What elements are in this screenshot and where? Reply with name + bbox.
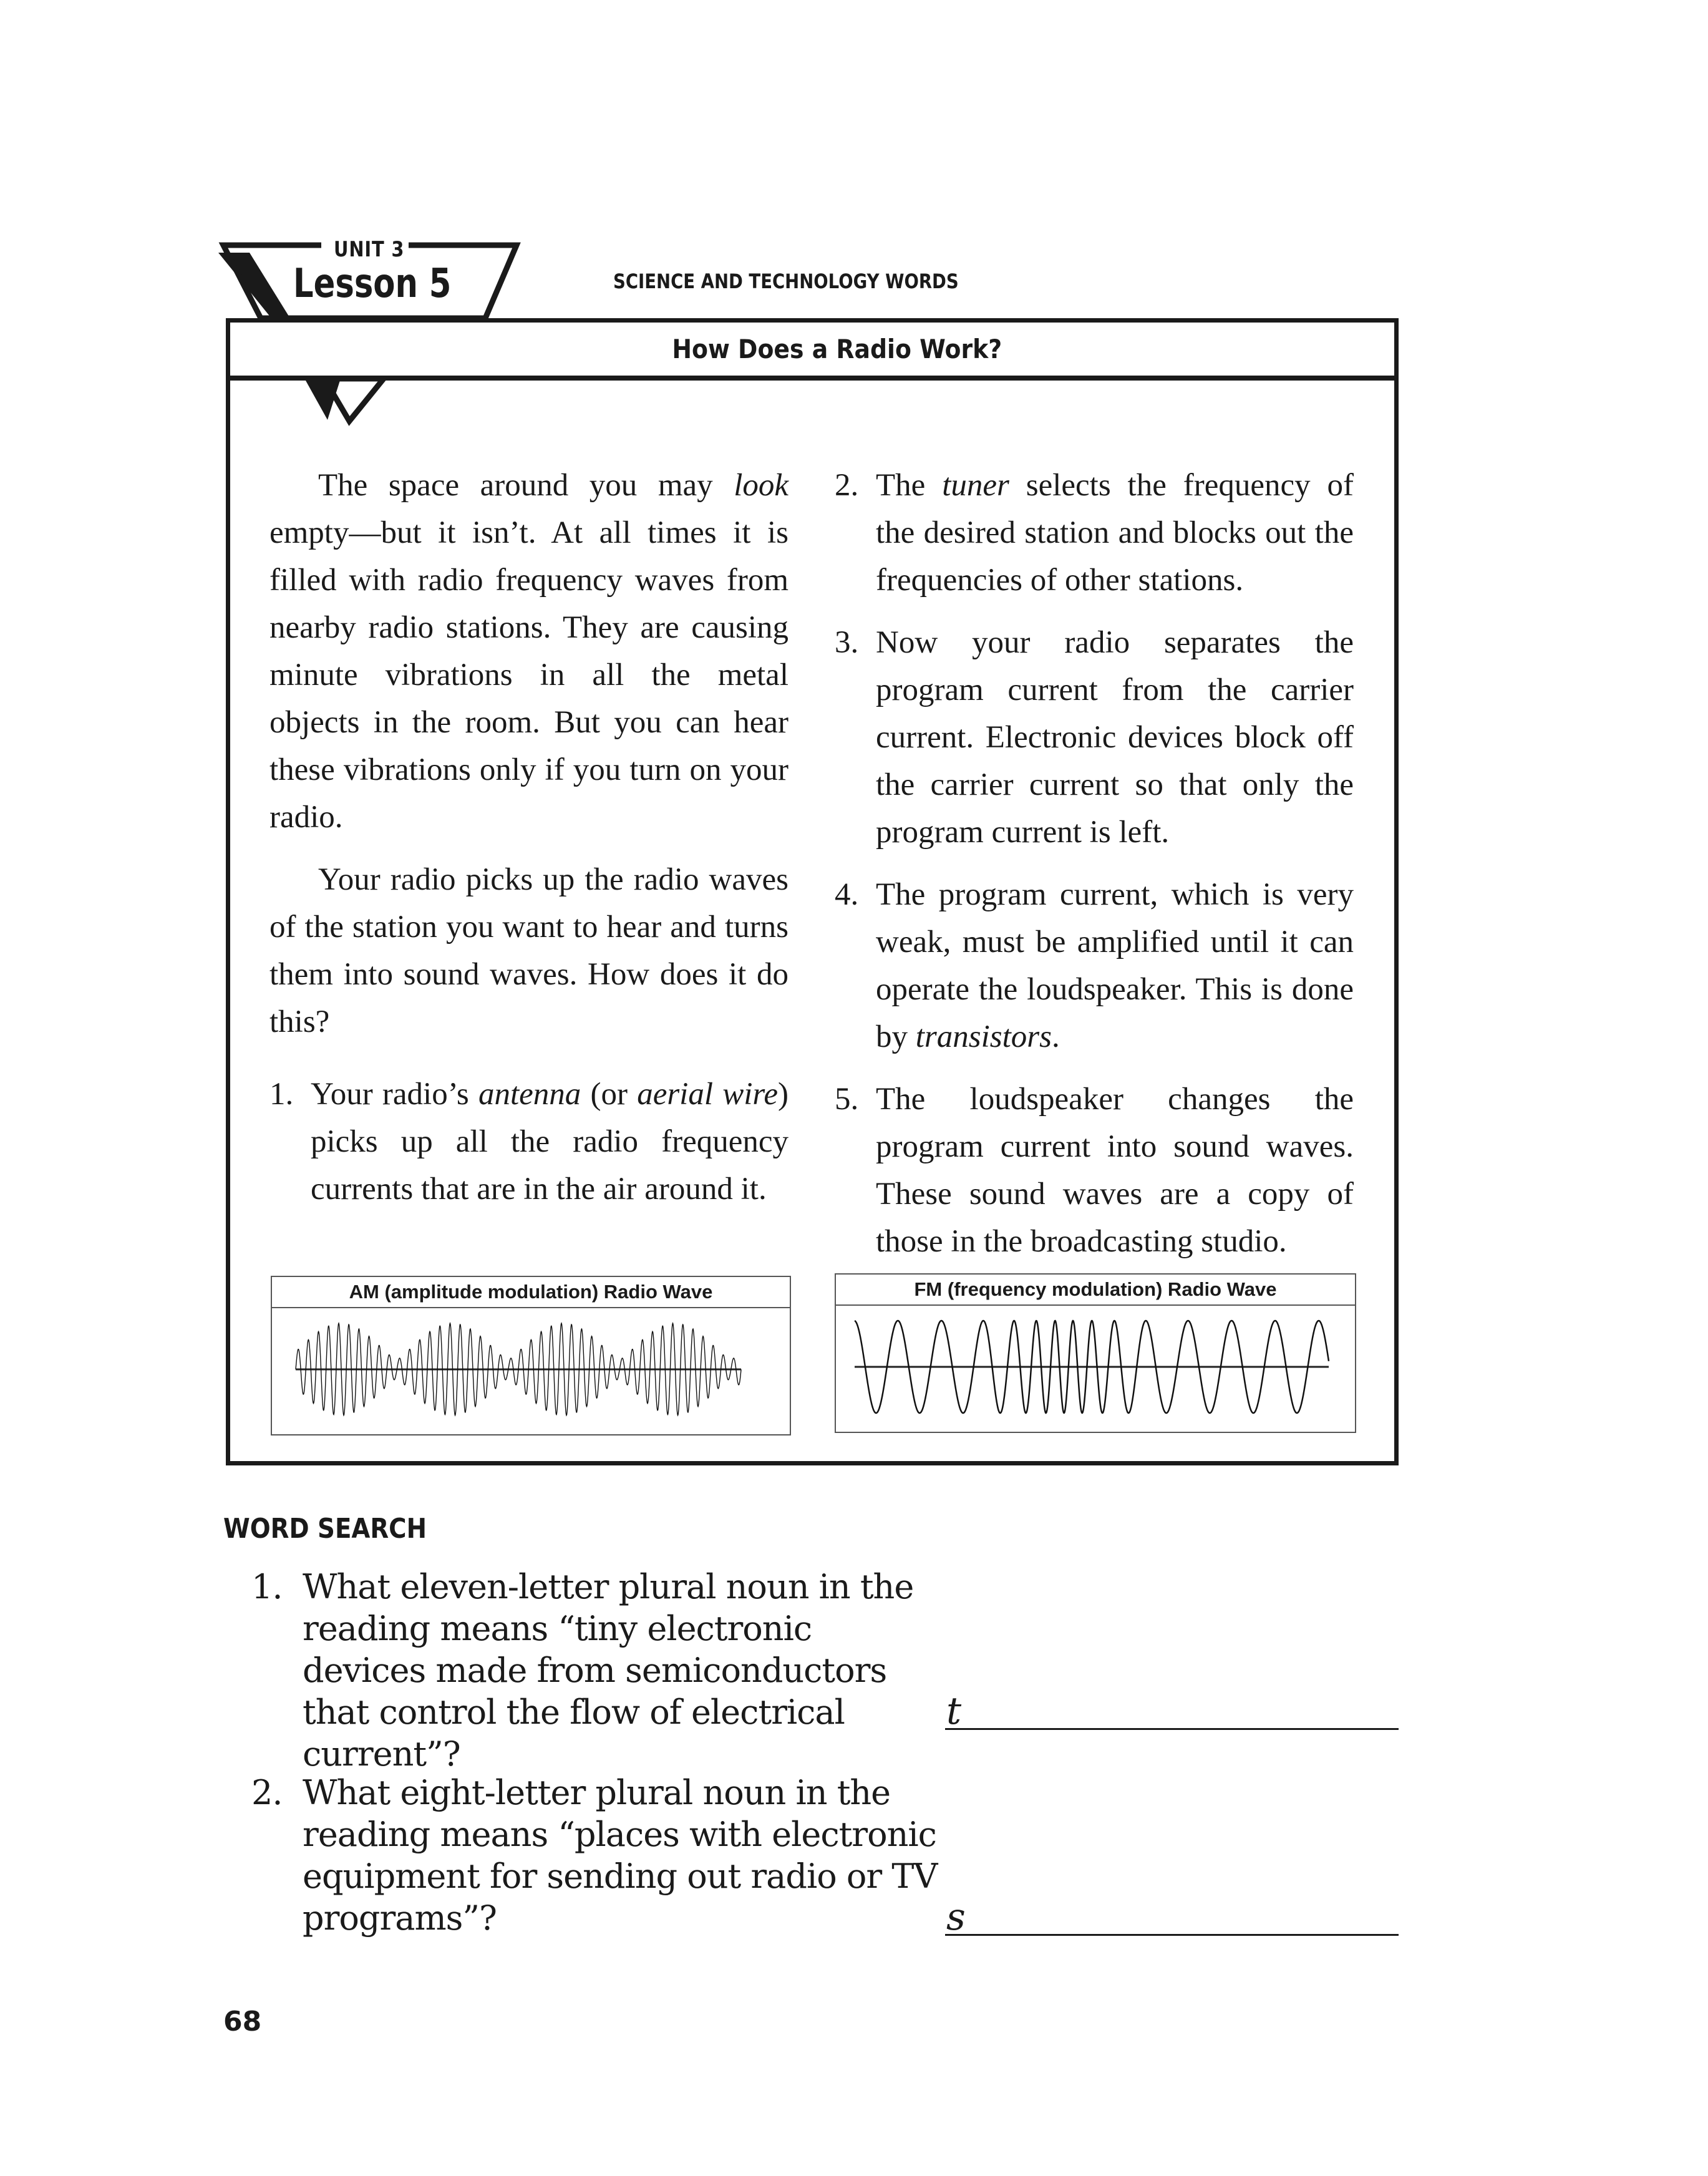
- answer-hint-letter: s: [946, 1895, 966, 1939]
- paragraph: [269, 856, 788, 1046]
- emphasized-term: transistors: [915, 1019, 1052, 1054]
- text-segment: The program current, which is very weak, must be amplified until it can operate the loudspeaker. This is done by: [876, 877, 1354, 1054]
- question-1: [251, 1566, 938, 1775]
- numbered-step: [835, 871, 1354, 1061]
- step-number: 4.: [835, 877, 859, 912]
- question-2: [251, 1772, 938, 1939]
- left-column: [269, 462, 788, 1228]
- word-search-heading: WORD SEARCH: [223, 1513, 427, 1545]
- text-segment: The space around you may: [318, 468, 734, 503]
- step-number: 2.: [835, 468, 859, 503]
- step-number: 3.: [835, 625, 859, 660]
- text-segment: empty—but it isn’t. At all times it is filled with radio frequency waves from nearby radio stations. They are causing minute vibrations in all the metal objects in the room. But you can hear these vibrations only if you turn on your radio.: [269, 515, 788, 835]
- fm-wave-figure: [835, 1273, 1356, 1433]
- reading-title: How Does a Radio Work?: [672, 334, 1002, 364]
- numbered-step: [835, 619, 1354, 856]
- fm-figure-title: FM (frequency modulation) Radio Wave: [836, 1275, 1355, 1306]
- text-segment: ) picks up all the radio frequency currents that are in the air around it.: [311, 1077, 789, 1207]
- text-segment: .: [1052, 1019, 1060, 1054]
- subject-heading: SCIENCE AND TECHNOLOGY WORDS: [613, 270, 959, 293]
- paragraph: [269, 462, 788, 841]
- answer-hint-letter: t: [946, 1689, 962, 1733]
- answer-line-1[interactable]: [945, 1689, 1399, 1733]
- emphasized-term: aerial wire: [637, 1077, 779, 1112]
- question-text: What eight-letter plural noun in the reading means “places with electronic equipment for sending out radio or TV programs”?: [303, 1773, 938, 1938]
- emphasized-term: tuner: [942, 468, 1009, 503]
- text-segment: Your radio picks up the radio waves of the station you want to hear and turns them into sound waves. How does it do this?: [269, 862, 788, 1039]
- step-number: 5.: [835, 1082, 859, 1117]
- text-segment: Your radio’s: [311, 1077, 478, 1112]
- text-segment: The: [876, 468, 943, 503]
- right-column: [835, 462, 1354, 1280]
- am-wave-figure: [271, 1276, 791, 1435]
- emphasized-term: look: [734, 468, 788, 503]
- answer-line-2[interactable]: [945, 1895, 1399, 1939]
- numbered-step: [835, 1076, 1354, 1265]
- text-segment: The loudspeaker changes the program current into sound waves. These sound waves are a copy of those in the broadcasting studio.: [876, 1082, 1354, 1259]
- reading-title-bar: [226, 318, 1399, 381]
- fm-wave-graphic: [836, 1306, 1355, 1430]
- emphasized-term: antenna: [478, 1077, 581, 1112]
- unit-label: UNIT 3: [334, 237, 405, 262]
- am-figure-title: AM (amplitude modulation) Radio Wave: [272, 1277, 790, 1308]
- lesson-label: Lesson 5: [293, 261, 452, 307]
- numbered-step: [269, 1071, 788, 1213]
- page-number: 68: [223, 2006, 262, 2038]
- numbered-step: [835, 462, 1354, 604]
- question-text: What eleven-letter plural noun in the reading means “tiny electronic devices made from semiconductors that control the flow of electrical current”?: [303, 1567, 914, 1774]
- text-segment: Now your radio separates the program current from the carrier current. Electronic devices block off the carrier current so that only the program current is left.: [876, 625, 1354, 850]
- text-segment: (or: [581, 1077, 638, 1112]
- question-number: 2.: [251, 1773, 283, 1812]
- text-segment: selects the frequency of the desired station and blocks out the frequencies of other stations.: [876, 468, 1354, 598]
- step-number: 1.: [269, 1077, 294, 1112]
- question-number: 1.: [251, 1567, 283, 1606]
- am-wave-graphic: [272, 1308, 790, 1433]
